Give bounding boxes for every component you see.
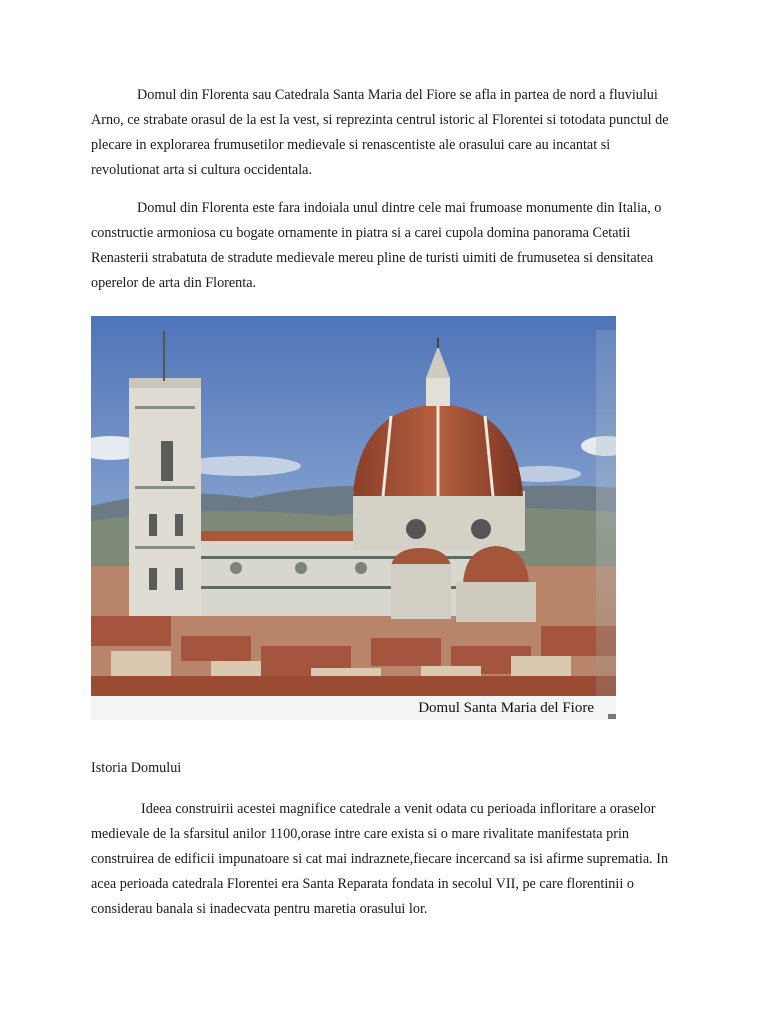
figure-caption: Domul Santa Maria del Fiore [418,700,594,716]
figure-caption-band [91,696,616,720]
description-paragraph: Domul din Florenta este fara indoiala unul dintre cele mai frumoase monumente din Italia, o constructie armoniosa cu bogate ornamente in piatra si a carei cupola domina panorama Cetatii Renasterii strabatuta de stradute medievale mereu pline de turisti uimiti de frumusetea si densitatea operelor de arta din Florenta. [91,200,662,291]
photo-edge-strip [596,330,616,696]
history-paragraph: Ideea construirii acestei magnifice catedrale a venit odata cu perioada infloritare a oraselor medievale de la sfarsitul anilor 1100,orase intre care exista si o mare rivalitate manifestata prin construirea de edificii impunatoare si cat mai indraznete,fiecare incercand sa isi afirme suprematia. In acea perioada catedrala Florentei era Santa Reparata fondata in secolul VII, pe care florentinii o considerau banala si inadecvata pentru maretia orasului lor. [91,801,669,917]
intro-paragraph: Domul din Florenta sau Catedrala Santa Maria del Fiore se afla in partea de nord a fluviului Arno, ce strabate orasul de la est la vest, si reprezinta centrul istoric al Florentei si totodata punctul de plecare in explorarea frumusetilor medievale si renascentiste ale orasului care au incantat si revolutionat arta si cultura occidentala. [91,87,669,178]
cathedral-photo [91,316,616,696]
caption-mark [608,714,616,719]
section-heading: Istoria Domului [91,760,182,776]
